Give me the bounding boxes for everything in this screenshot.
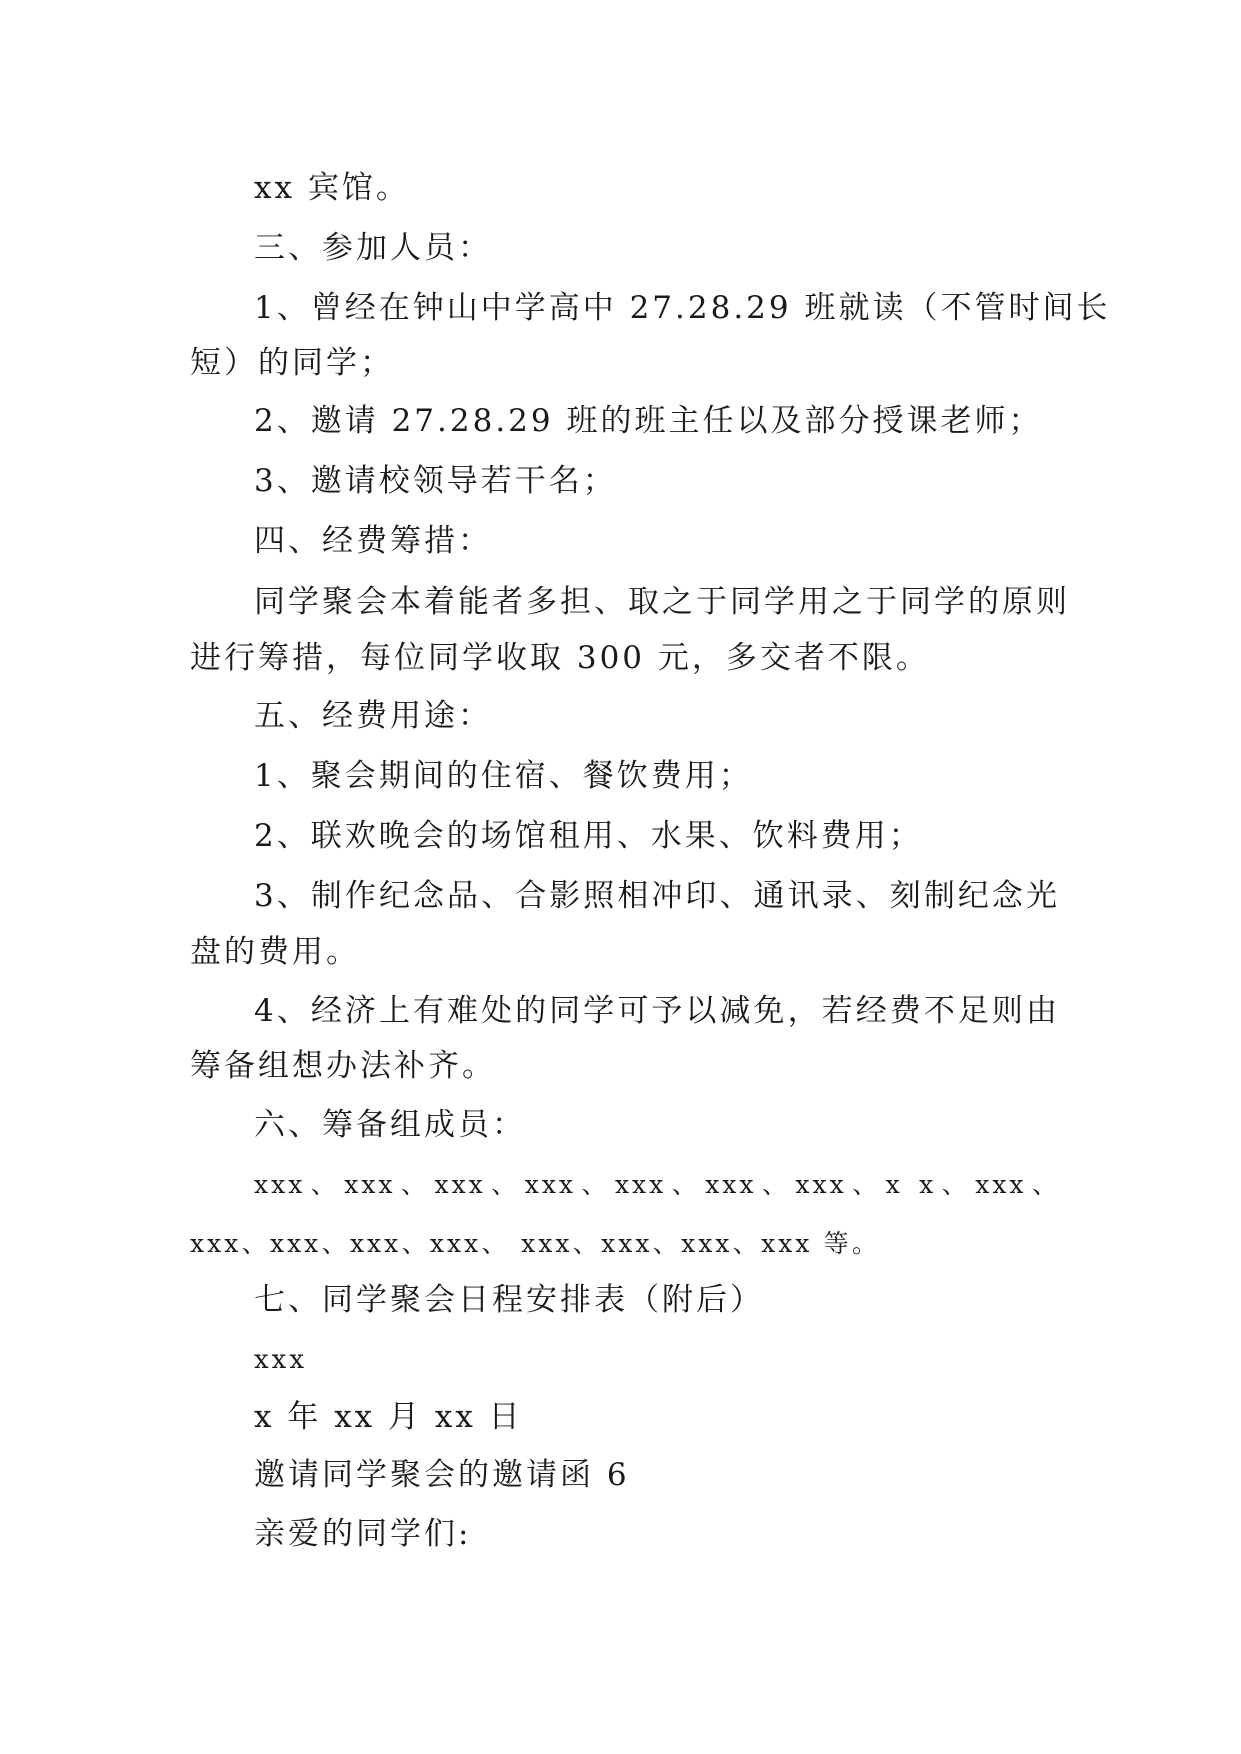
paragraph-line: 4、经济上有难处的同学可予以减免，若经费不足则由	[254, 993, 1060, 1029]
section-heading-participants: 三、参加人员：	[254, 230, 492, 266]
member-list-line: xxx、xxx、xxx、xxx、 xxx、xxx、xxx、xxx 等。	[190, 1229, 880, 1258]
paragraph-line: 2、联欢晚会的场馆租用、水果、饮料费用；	[254, 818, 923, 854]
signature-name: xxx	[254, 1345, 307, 1375]
paragraph-line: 筹备组想办法补齐。	[190, 1048, 496, 1084]
paragraph-line: 进行筹措，每位同学收取 300 元，多交者不限。	[190, 640, 930, 676]
paragraph-line: 1、曾经在钟山中学高中 27.28.29 班就读（不管时间长	[254, 290, 1111, 326]
paragraph-line: 短）的同学；	[190, 345, 394, 381]
paragraph-line: 1、聚会期间的住宿、餐饮费用；	[254, 758, 753, 794]
paragraph-line: 同学聚会本着能者多担、取之于同学用之于同学的原则	[254, 584, 1070, 620]
section-heading-expenses: 五、经费用途：	[254, 698, 492, 734]
text-line-venue: xx 宾馆。	[254, 170, 410, 206]
signature-date: x 年 xx 月 xx 日	[254, 1399, 523, 1435]
paragraph-line: 3、制作纪念品、合影照相冲印、通讯录、刻制纪念光	[254, 878, 1060, 914]
paragraph-line: 3、邀请校领导若干名；	[254, 463, 617, 499]
paragraph-line: 2、邀请 27.28.29 班的班主任以及部分授课老师；	[254, 403, 1043, 439]
section-heading-funding: 四、经费筹措：	[254, 523, 492, 559]
section-heading-schedule: 七、同学聚会日程安排表（附后）	[254, 1282, 764, 1318]
salutation: 亲爱的同学们:	[254, 1516, 472, 1552]
member-list-line: xxx、xxx、xxx、xxx、xxx、xxx、xxx、x x、xxx、	[254, 1170, 1060, 1199]
invitation-title: 邀请同学聚会的邀请函 6	[254, 1457, 630, 1493]
section-heading-committee: 六、筹备组成员：	[254, 1107, 526, 1143]
paragraph-line: 盘的费用。	[190, 934, 360, 970]
